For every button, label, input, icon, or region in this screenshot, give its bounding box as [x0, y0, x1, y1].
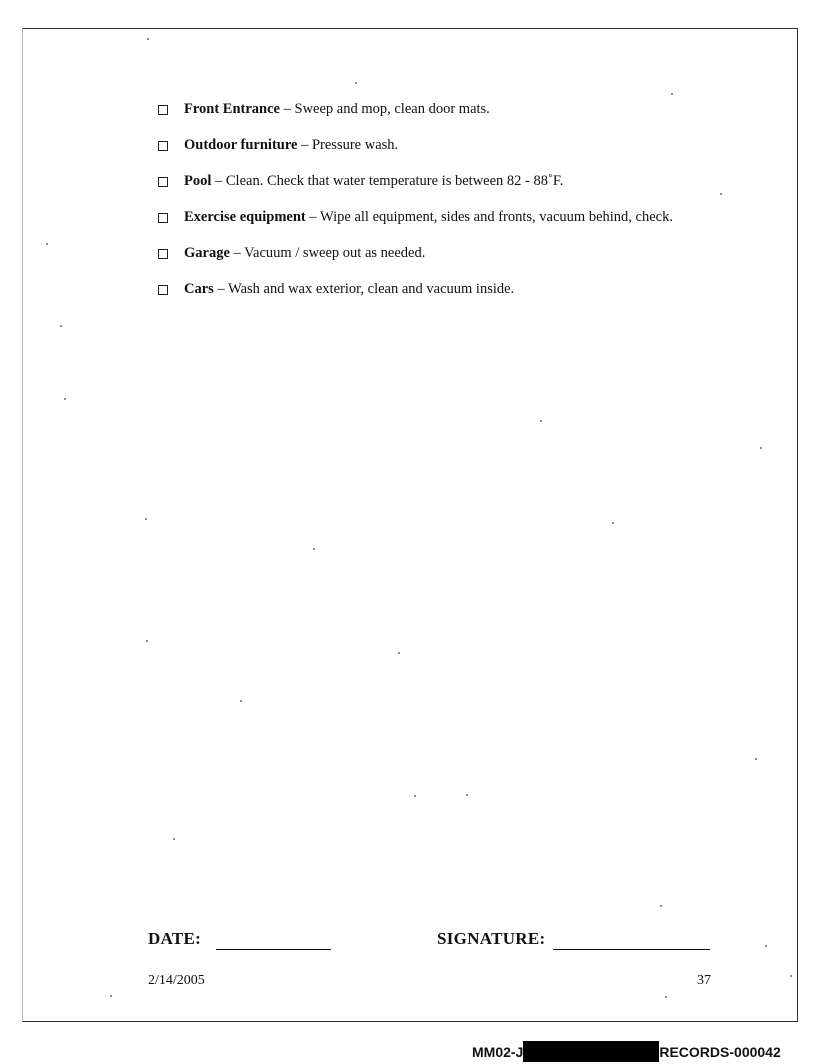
- checklist-item: [158, 208, 673, 244]
- scan-speck: [147, 38, 149, 40]
- scan-speck: [64, 398, 66, 400]
- scan-speck: [720, 193, 722, 195]
- checklist-item-title: Exercise equipment: [184, 209, 306, 225]
- scan-speck: [60, 325, 62, 327]
- checkbox-icon[interactable]: [158, 285, 168, 295]
- date-label: DATE:: [148, 929, 202, 948]
- checklist-item-title: Front Entrance: [184, 101, 280, 117]
- checklist-item-description: – Vacuum / sweep out as needed.: [229, 245, 426, 261]
- checklist-item: [158, 280, 673, 316]
- checklist-item-description: – Wipe all equipment, sides and fronts, vacuum behind, check.: [305, 209, 673, 225]
- footer-date: 2/14/2005: [148, 973, 205, 988]
- scan-speck: [240, 700, 242, 702]
- redaction-bar: [523, 1041, 659, 1062]
- checklist-item-text: [184, 172, 563, 190]
- checklist-item-text: [184, 100, 490, 118]
- checklist-item-description: – Pressure wash.: [297, 137, 399, 153]
- scan-speck: [46, 243, 48, 245]
- bates-number: [472, 1041, 781, 1062]
- signature-label: SIGNATURE:: [437, 929, 546, 948]
- checkbox-icon[interactable]: [158, 213, 168, 223]
- checklist-item-title: Outdoor furniture: [184, 137, 298, 153]
- checklist-item-description: – Sweep and mop, clean door mats.: [280, 101, 490, 117]
- scan-speck: [110, 995, 112, 997]
- checklist-item: [158, 136, 673, 172]
- checkbox-icon[interactable]: [158, 105, 168, 115]
- scan-speck: [671, 93, 673, 95]
- checklist-item: [158, 100, 673, 136]
- page-number: 37: [697, 973, 711, 988]
- checklist-item-text: [184, 208, 673, 226]
- scan-speck: [313, 548, 315, 550]
- date-line[interactable]: [216, 949, 331, 950]
- checklist-item-description: – Wash and wax exterior, clean and vacuum inside.: [213, 281, 515, 297]
- scan-speck: [760, 447, 762, 449]
- checkbox-icon[interactable]: [158, 177, 168, 187]
- scan-speck: [540, 420, 542, 422]
- bates-suffix: RECORDS-000042: [659, 1043, 781, 1060]
- checklist-item-description: – Clean. Check that water temperature is between 82 - 88˚F.: [211, 173, 564, 189]
- scan-speck: [414, 795, 416, 797]
- scan-speck: [755, 758, 757, 760]
- checklist-item: [158, 172, 673, 208]
- checklist-item-text: [184, 136, 398, 154]
- scan-speck: [398, 652, 400, 654]
- signature-line[interactable]: [553, 949, 710, 950]
- scan-speck: [660, 905, 662, 907]
- scan-speck: [765, 945, 767, 947]
- checklist-item: [158, 244, 673, 280]
- checkbox-icon[interactable]: [158, 249, 168, 259]
- checkbox-icon[interactable]: [158, 141, 168, 151]
- scan-speck: [665, 996, 667, 998]
- scan-speck: [145, 518, 147, 520]
- checklist-item-text: [184, 280, 514, 298]
- bates-prefix: MM02-J: [472, 1043, 524, 1060]
- scan-speck: [466, 794, 468, 796]
- checklist-item-text: [184, 244, 425, 262]
- scan-speck: [173, 838, 175, 840]
- checklist-item-title: Cars: [184, 281, 214, 297]
- scan-speck: [355, 82, 357, 84]
- checklist: [158, 100, 673, 316]
- checklist-item-title: Garage: [184, 245, 230, 261]
- scan-speck: [146, 640, 148, 642]
- scan-speck: [790, 975, 792, 977]
- scan-speck: [612, 522, 614, 524]
- checklist-item-title: Pool: [184, 173, 212, 189]
